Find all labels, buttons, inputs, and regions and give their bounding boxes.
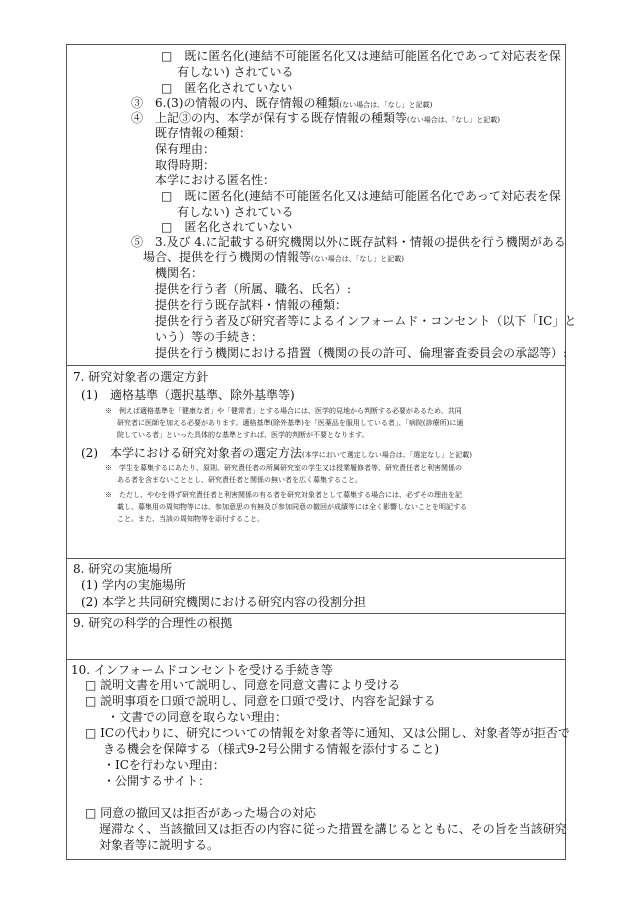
anonymity-label: 本学における匿名性： bbox=[155, 173, 276, 187]
item-4-label: ④ 上記③の内、本学が保有する既存情報の種類等(ない場合は、「なし」と記載) bbox=[131, 111, 500, 125]
recruit-note-1: ※ 学生を募集するにあたり、原則、研究責任者の所属研究室の学生又は授業履修者等、研究責任者と利害関係の bbox=[105, 464, 462, 472]
item-5-label-cont: 場合、提供を行う機関の情報等(ない場合は、「なし」と記載) bbox=[143, 250, 404, 264]
ic-procedure-label: 提供を行う者及び研究者等によるインフォームド・コンセント（以下「IC」と bbox=[155, 314, 577, 328]
existing-info-section bbox=[67, 44, 577, 365]
section-9-title: 9. 研究の科学的合理性の根拠 bbox=[73, 616, 233, 630]
written-consent-checkbox[interactable]: □ 説明文書を用いて説明し、同意を同意文書により受ける bbox=[85, 678, 401, 692]
eligibility-criteria-heading: (1) 適格基準（選択基準、除外基準等) bbox=[81, 388, 295, 402]
informed-consent-section bbox=[67, 659, 570, 859]
not-anonymized-checkbox-2[interactable]: □ 匿名化されていない bbox=[161, 220, 293, 234]
recruit-note-5: こと。また、当該の周知物等を添付すること。 bbox=[117, 515, 264, 523]
location-section bbox=[67, 558, 565, 613]
eligibility-note-1: ※ 例えば適格基準を「健康な者」や「健常者」とする場合には、医学的見地から判断する必要があるため、共同 bbox=[105, 407, 462, 415]
recruit-note-4: 載し、募集用の周知物等には、参加意思の有無及び参加同意の撤回が成績等には全く影響しないことを明記する bbox=[117, 503, 467, 511]
rationale-section bbox=[67, 613, 565, 659]
section-10-title: 10. インフォームドコンセントを受ける手続き等 bbox=[71, 663, 333, 677]
withdrawal-text-2: 対象者等に説明する。 bbox=[99, 838, 220, 852]
no-ic-reason-label: ・ICを行わない理由： bbox=[103, 758, 225, 772]
not-anonymized-checkbox-1[interactable]: □ 匿名化されていない bbox=[161, 81, 293, 95]
selection-policy-section bbox=[67, 365, 565, 558]
opt-out-checkbox-cont: きる機会を保障する（様式9-2号公開する情報を添付すること) bbox=[103, 742, 440, 756]
oral-consent-checkbox[interactable]: □ 説明事項を口頭で説明し、同意を口頭で受け、内容を記録する bbox=[85, 694, 436, 708]
provider-measures-label: 提供を行う機関における措置（機関の長の許可、倫理審査委員会の承認等）: bbox=[155, 346, 568, 360]
holding-reason-label: 保有理由： bbox=[155, 142, 216, 156]
recruit-note-3: ※ ただし、やむを得ず研究責任者と利害関係の有る者を研究対象者として募集する場合には、必ずその理由を記 bbox=[105, 491, 462, 499]
withdrawal-checkbox[interactable]: □ 同意の撤回又は拒否があった場合の対応 bbox=[85, 806, 317, 820]
recruit-note-2: ある者を含まないこととし、研究責任者と関係の無い者を広く募集すること。 bbox=[117, 476, 362, 484]
item-3-label: ③ 6.(3)の情報の内、既存情報の種類(ない場合は、「なし」と記載) bbox=[131, 96, 433, 110]
acquisition-time-label: 取得時期： bbox=[155, 158, 216, 172]
ic-procedure-label-cont: いう）等の手続き： bbox=[155, 330, 264, 344]
role-sharing-heading: (2) 本学と共同研究機関における研究内容の役割分担 bbox=[81, 595, 366, 609]
provider-label: 提供を行う者（所属、職名、氏名）: bbox=[155, 282, 352, 296]
anonymized-checkbox-2[interactable]: □ 既に匿名化(連結不可能匿名化又は連結可能匿名化であって対応表を保 bbox=[161, 189, 561, 203]
no-document-reason-label: ・文書での同意を取らない理由： bbox=[107, 710, 288, 724]
provided-info-type-label: 提供を行う既存試料・情報の種類： bbox=[155, 298, 348, 312]
eligibility-note-3: 院している者」といった具体的な基準とすれば、医学的判断が不要となります。 bbox=[117, 431, 369, 439]
form-table bbox=[66, 44, 577, 860]
eligibility-note-2: 研究者に医師を加える必要があります。適格基準(除外基準)を「医薬品を服用している者」、「病院(診療所)に通 bbox=[117, 419, 464, 427]
institution-name-label: 機関名： bbox=[155, 266, 204, 280]
section-8-title: 8. 研究の実施場所 bbox=[73, 562, 173, 576]
selection-method-heading: (2) 本学における研究対象者の選定方法(本学において選定しない場合は、「選定なし」と記載) bbox=[81, 446, 472, 460]
publication-site-label: ・公開するサイト： bbox=[103, 774, 211, 788]
opt-out-checkbox[interactable]: □ ICの代わりに、研究についての情報を対象者等に通知、又は公開し、対象者等が拒否で bbox=[85, 726, 570, 740]
item-5-label: ⑤ 3.及び 4.に記載する研究機関以外に既存試料・情報の提供を行う機関がある bbox=[131, 235, 566, 249]
anonymized-checkbox-1-cont: 有しない) されている bbox=[177, 65, 294, 79]
anonymized-checkbox-2-cont: 有しない) されている bbox=[177, 205, 294, 219]
campus-location-heading: (1) 学内の実施場所 bbox=[81, 578, 186, 592]
existing-info-type-label: 既存情報の種類： bbox=[155, 126, 252, 140]
withdrawal-text-1: 遅滞なく、当該撤回又は拒否の内容に従った措置を講じるとともに、その旨を当該研究 bbox=[99, 822, 567, 836]
anonymized-checkbox-1[interactable]: □ 既に匿名化(連結不可能匿名化又は連結可能匿名化であって対応表を保 bbox=[161, 49, 561, 63]
section-7-title: 7. 研究対象者の選定方針 bbox=[73, 370, 209, 384]
